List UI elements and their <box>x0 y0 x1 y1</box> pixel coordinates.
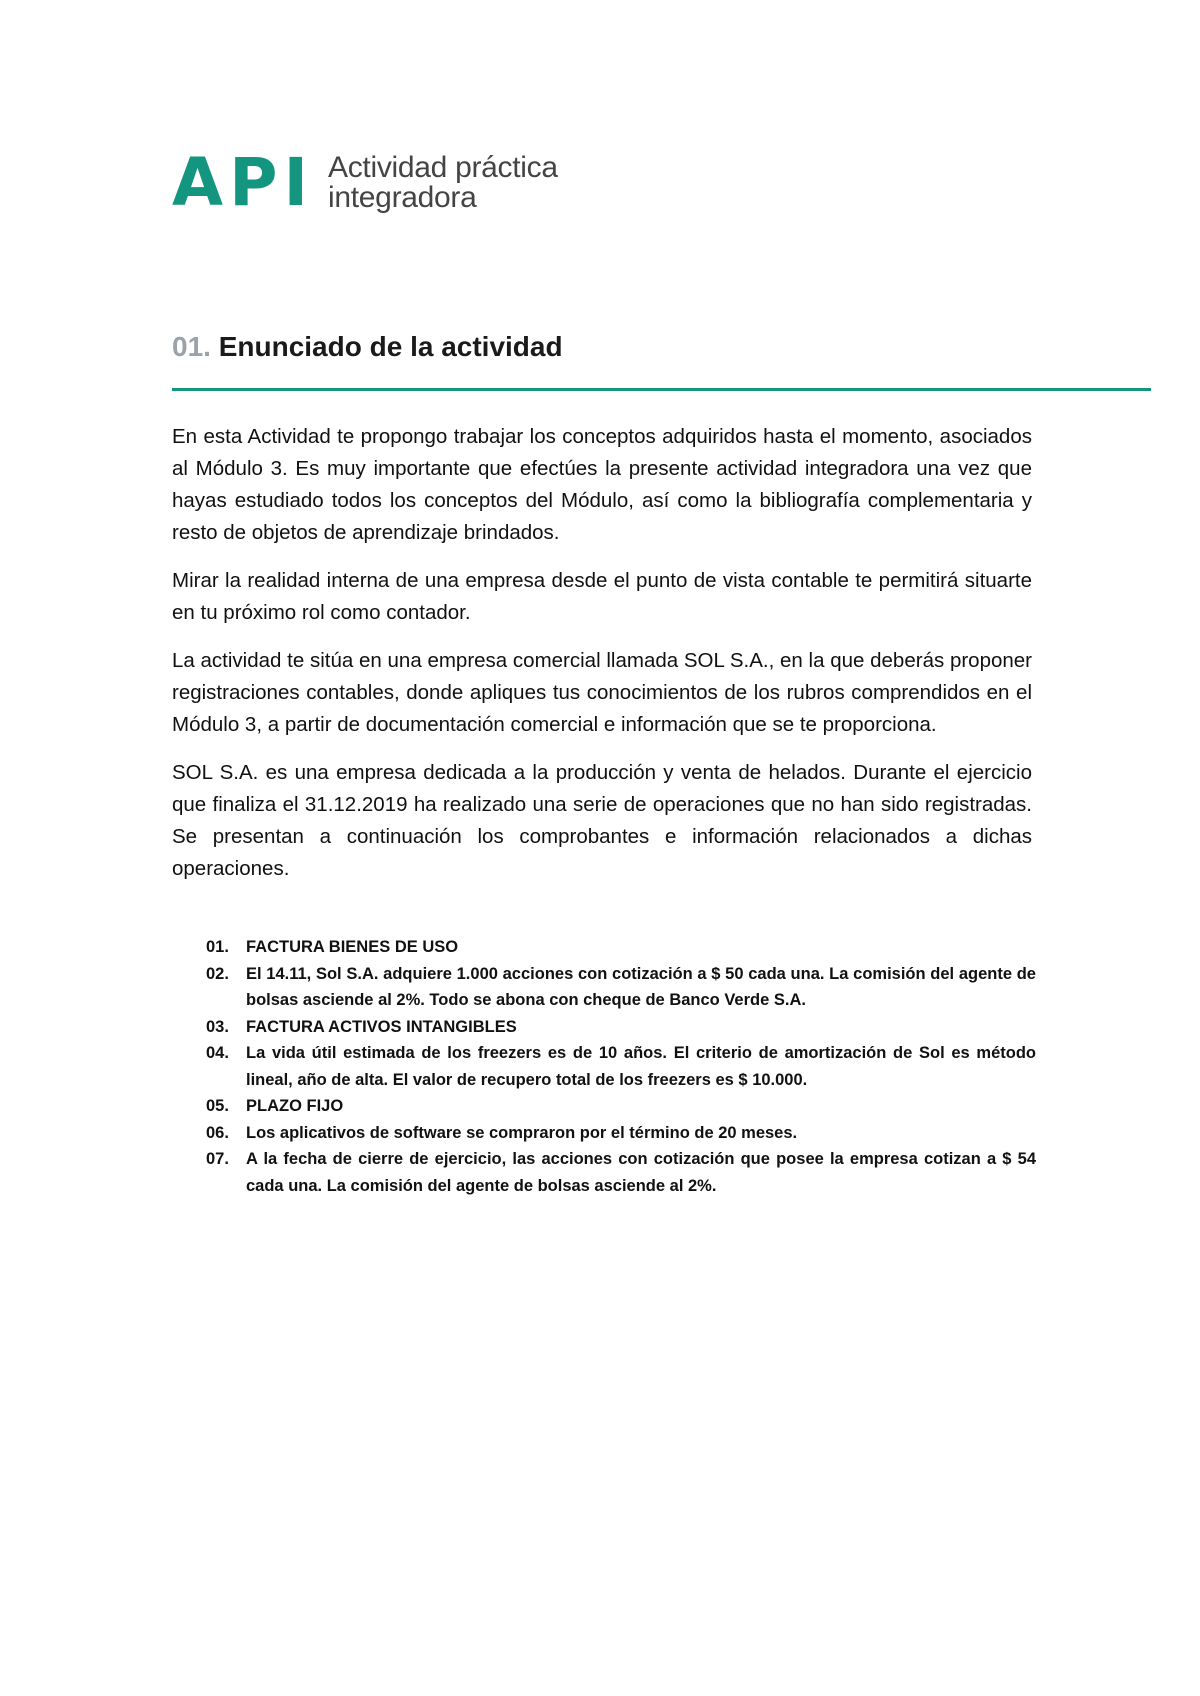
list-item-text: FACTURA BIENES DE USO <box>246 938 459 956</box>
section-heading: Enunciado de la actividad <box>218 331 563 362</box>
paragraph: La actividad te sitúa en una empresa comercial llamada SOL S.A., en la que deberás proponer registraciones contables, donde apliques tus conocimientos de los rubros comprendidos en el Módulo 3, a partir de documentación comercial e información que se te proporciona. <box>172 649 1032 736</box>
list-item-number: 06. <box>206 1123 229 1142</box>
list-item-text: PLAZO FIJO <box>246 1097 344 1115</box>
api-logo <box>172 144 558 221</box>
list-item-text: La vida útil estimada de los freezers es de 10 años. El criterio de amortización de Sol es método lineal, año de alta. El valor de recupero total de los freezers es $ 10.000. <box>246 1044 1036 1089</box>
paragraph: En esta Actividad te propongo trabajar los conceptos adquiridos hasta el momento, asociados al Módulo 3. Es muy importante que efectúes la presente actividad integradora una vez que hayas estudiado todos los conceptos del Módulo, así como la bibliografía complementaria y resto de objetos de aprendizaje brindados. <box>172 425 1032 544</box>
list-item-number: 05. <box>206 1097 229 1115</box>
paragraph: Mirar la realidad interna de una empresa desde el punto de vista contable te permitirá situarte en tu próximo rol como contador. <box>172 569 1032 624</box>
section-number: 01. <box>172 331 211 362</box>
statement-body <box>172 421 1032 901</box>
list-item-text: A la fecha de cierre de ejercicio, las acciones con cotización que posee la empresa cotizan a $ 54 cada una. La comisión del agente de bolsas asciende al 2%. <box>246 1150 1036 1195</box>
operations-list <box>206 934 1036 1199</box>
list-item-number: 02. <box>206 964 229 983</box>
list-item <box>206 1146 1036 1199</box>
list-item-number: 07. <box>206 1150 229 1168</box>
list-item-number: 04. <box>206 1044 229 1062</box>
list-item-number: 03. <box>206 1017 229 1036</box>
logo-text <box>328 153 558 213</box>
list-item-text: FACTURA ACTIVOS INTANGIBLES <box>246 1017 517 1036</box>
section-divider <box>172 388 1151 391</box>
logo-line-1: Actividad práctica <box>328 151 558 184</box>
list-item-text: El 14.11, Sol S.A. adquiere 1.000 acciones con cotización a $ 50 cada una. La comisión del agente de bolsas asciende al 2%. Todo se abona con cheque de Banco Verde S.A. <box>246 964 1036 1009</box>
list-item <box>206 934 1036 961</box>
section-title <box>172 331 563 363</box>
logo-line-2: integradora <box>328 181 477 214</box>
list-item <box>206 1040 1036 1093</box>
list-item <box>206 1093 1036 1120</box>
list-item <box>206 1120 1036 1147</box>
logo-mark: API <box>172 144 315 221</box>
paragraph: SOL S.A. es una empresa dedicada a la producción y venta de helados. Durante el ejercicio que finaliza el 31.12.2019 ha realizado una serie de operaciones que no han sido registradas. Se presentan a continuación los comprobantes e información relacionados a dichas operaciones. <box>172 761 1032 880</box>
list-item-text: Los aplicativos de software se compraron por el término de 20 meses. <box>246 1123 798 1142</box>
list-item <box>206 961 1036 1014</box>
list-item-number: 01. <box>206 938 229 956</box>
list-item <box>206 1014 1036 1041</box>
